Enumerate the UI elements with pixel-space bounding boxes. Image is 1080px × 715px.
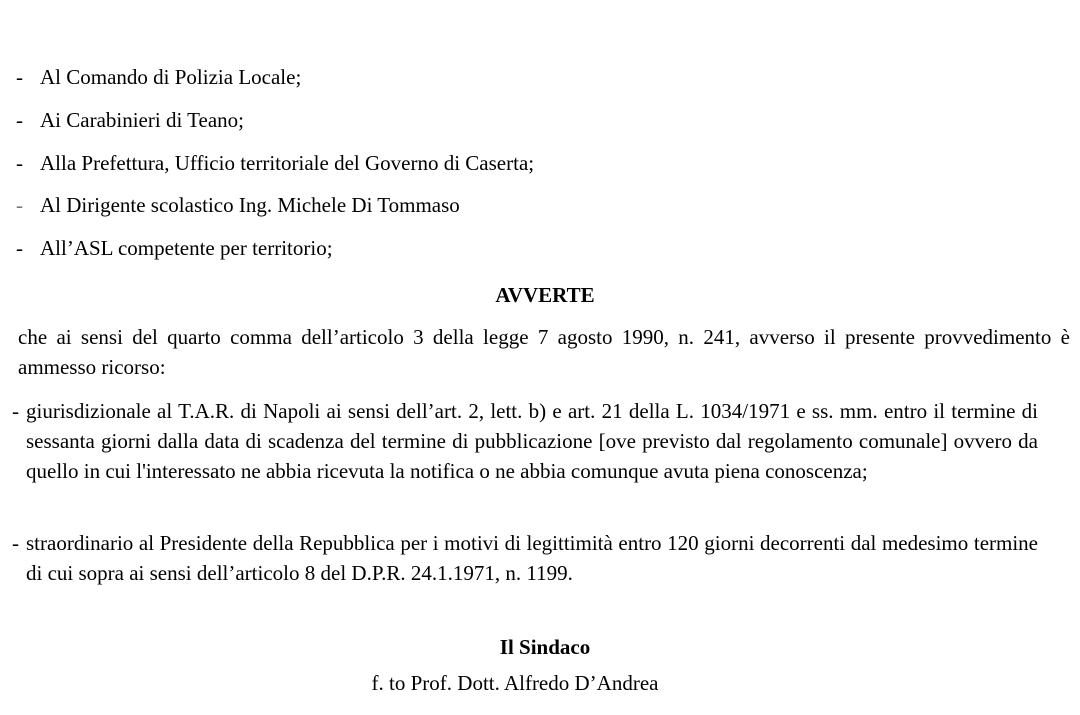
recipient-item — [16, 106, 244, 134]
appeal-text: straordinario al Presidente della Repubblica per i motivi di legittimità entro 120 giorni decorrenti dal medesimo termine di cui sopra ai sensi dell’articolo 8 del D.P.R. 24.1.1971, n. 1199. — [26, 531, 1038, 585]
recipient-item — [16, 191, 460, 219]
recipient-text: All’ASL competente per territorio; — [40, 236, 333, 260]
list-dash: - — [16, 151, 23, 175]
recipient-text: Alla Prefettura, Ufficio territoriale del Governo di Caserta; — [40, 151, 535, 175]
list-dash: - — [16, 193, 23, 217]
list-dash: - — [12, 399, 19, 423]
signature-title: Il Sindaco — [499, 635, 591, 659]
intro-paragraph: che ai sensi del quarto comma dell’articolo 3 della legge 7 agosto 1990, n. 241, avverso il presente provvedimento è ammesso ricorso: — [18, 325, 1070, 379]
recipient-text: Al Dirigente scolastico Ing. Michele Di Tommaso — [40, 193, 460, 217]
list-dash: - — [16, 236, 23, 260]
appeal-text: giurisdizionale al T.A.R. di Napoli ai sensi dell’art. 2, lett. b) e art. 21 della L. 1034/1971 e ss. mm. entro il termine di sessanta giorni dalla data di scadenza del termine di pubblicazione [ove previsto dal regolamento comunale] ovvero da quello in cui l'interessato ne abbia ricevuta la notifica o ne abbia comunque avuta piena conoscenza; — [26, 399, 1038, 483]
signature-name: f. to Prof. Dott. Alfredo D’Andrea — [371, 671, 659, 695]
recipient-item — [16, 149, 534, 177]
recipient-item — [16, 63, 301, 91]
recipient-text: Al Comando di Polizia Locale; — [40, 65, 302, 89]
appeal-item-president — [12, 528, 1072, 588]
list-dash: - — [16, 108, 23, 132]
list-dash: - — [12, 531, 19, 555]
list-dash: - — [16, 65, 23, 89]
appeal-item-tar — [12, 396, 1072, 516]
recipient-item — [16, 234, 333, 262]
section-heading: AVVERTE — [495, 283, 595, 307]
recipient-text: Ai Carabinieri di Teano; — [40, 108, 245, 132]
